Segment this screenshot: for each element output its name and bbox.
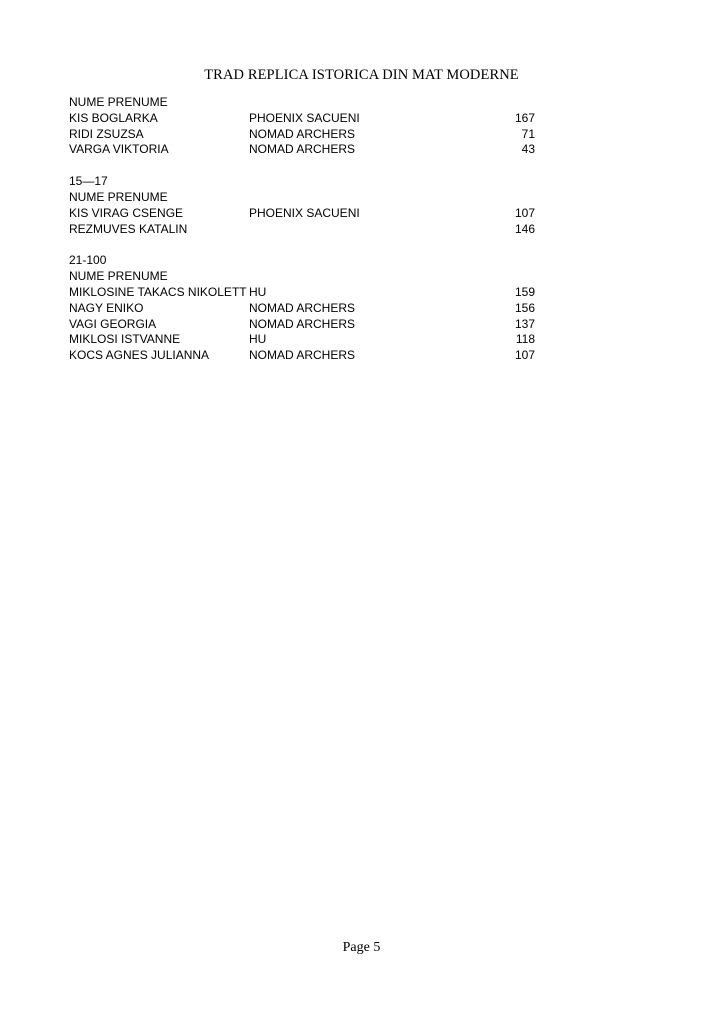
archer-name: KOCS AGNES JULIANNA bbox=[69, 348, 210, 363]
archer-name: MIKLOSI ISTVANNE bbox=[69, 332, 181, 347]
archer-club: PHOENIX SACUENI bbox=[249, 110, 360, 125]
archer-club: NOMAD ARCHERS bbox=[249, 300, 356, 315]
archer-name: KIS BOGLARKA bbox=[69, 110, 158, 125]
archer-club: HU bbox=[249, 332, 267, 347]
archer-score: 159 bbox=[514, 284, 535, 299]
archer-club: NOMAD ARCHERS bbox=[249, 142, 356, 157]
archer-score: 107 bbox=[514, 348, 535, 363]
archer-score: 137 bbox=[514, 316, 535, 331]
archer-score: 167 bbox=[514, 110, 535, 125]
table-row bbox=[69, 348, 535, 364]
table-row bbox=[69, 111, 535, 127]
archer-score: 71 bbox=[521, 126, 535, 141]
page-number: Page 5 bbox=[342, 940, 381, 955]
table-row bbox=[69, 142, 535, 158]
archer-score: 43 bbox=[521, 142, 535, 157]
archer-name: VARGA VIKTORIA bbox=[69, 142, 169, 157]
results-section-1 bbox=[69, 95, 535, 158]
archer-name: REZMUVES KATALIN bbox=[69, 221, 188, 236]
column-header: NUME PRENUME bbox=[69, 95, 168, 109]
archer-club: NOMAD ARCHERS bbox=[249, 348, 356, 363]
archer-score: 146 bbox=[514, 221, 535, 236]
page-title: TRAD REPLICA ISTORICA DIN MAT MODERNE bbox=[204, 67, 519, 83]
column-header: NUME PRENUME bbox=[69, 269, 168, 284]
archer-name: KIS VIRAG CSENGE bbox=[69, 205, 184, 220]
column-header: NUME PRENUME bbox=[69, 189, 168, 204]
age-category-heading: 21-100 bbox=[69, 253, 107, 268]
table-row bbox=[69, 285, 535, 301]
results-list bbox=[69, 95, 535, 380]
archer-club: NOMAD ARCHERS bbox=[249, 316, 356, 331]
archer-club: HU bbox=[249, 284, 267, 299]
archer-score: 156 bbox=[514, 300, 535, 315]
results-section-2 bbox=[69, 174, 535, 237]
archer-name: MIKLOSINE TAKACS NIKOLETT bbox=[69, 284, 247, 299]
table-row bbox=[69, 127, 535, 143]
archer-score: 107 bbox=[514, 205, 535, 220]
archer-name: NAGY ENIKO bbox=[69, 300, 144, 315]
archer-name: RIDI ZSUZSA bbox=[69, 126, 144, 141]
archer-club: NOMAD ARCHERS bbox=[249, 126, 356, 141]
age-category-heading: 15—17 bbox=[69, 174, 108, 189]
table-row bbox=[69, 206, 535, 222]
archer-club: PHOENIX SACUENI bbox=[249, 205, 360, 220]
table-row bbox=[69, 222, 535, 238]
table-row bbox=[69, 301, 535, 317]
archer-name: VAGI GEORGIA bbox=[69, 316, 157, 331]
archer-score: 118 bbox=[515, 332, 535, 347]
table-row bbox=[69, 332, 535, 348]
results-section-3 bbox=[69, 253, 535, 364]
table-row bbox=[69, 317, 535, 333]
